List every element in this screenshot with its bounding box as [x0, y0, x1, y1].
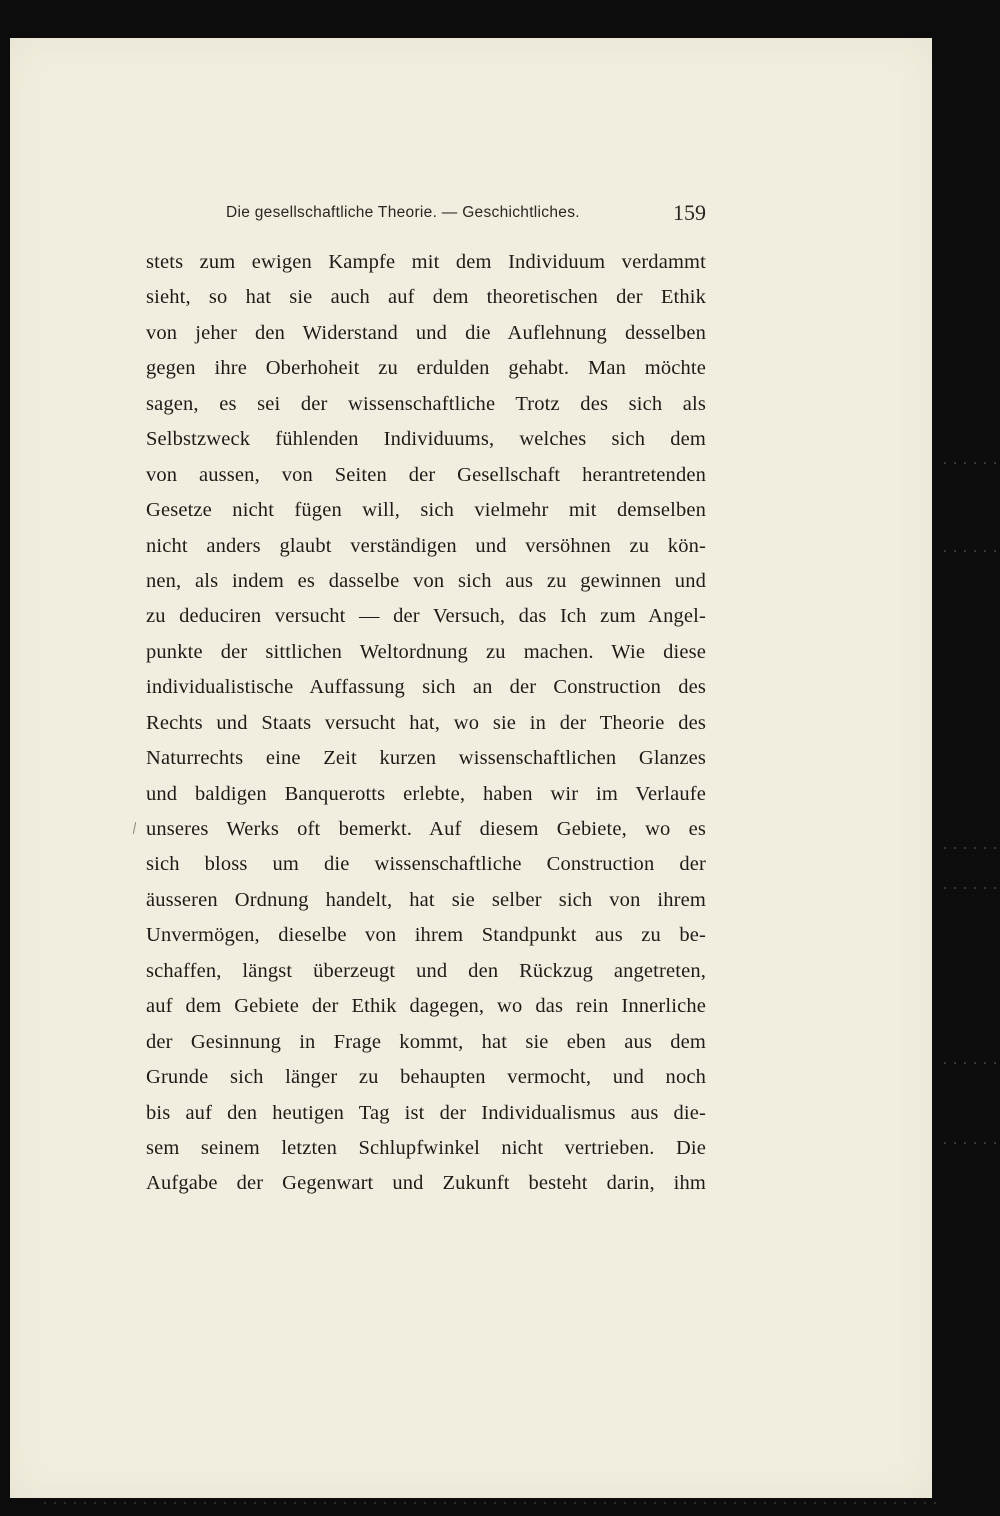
page-number: 159: [673, 200, 706, 225]
text-line: von aussen, von Seiten der Gesellschaft herantretenden: [146, 463, 706, 486]
text-line: stets zum ewigen Kampfe mit dem Individuum verdammt: [146, 251, 706, 273]
text-line: auf dem Gebiete der Ethik dagegen, wo das rein Innerliche: [146, 995, 706, 1018]
scan-edge-dots: [940, 845, 1000, 851]
scan-edge-dots: [40, 1500, 940, 1506]
scan-edge-dots: [940, 1140, 1000, 1146]
text-line: äusseren Ordnung handelt, hat sie selber sich von ihrem: [146, 888, 706, 911]
text-line: sagen, es sei der wissenschaftliche Trotz des sich als: [146, 392, 706, 415]
text-line: Gesetze nicht fügen will, sich vielmehr mit demselben: [146, 499, 706, 522]
text-line: Grunde sich länger zu behaupten vermocht, und noch: [146, 1066, 706, 1089]
text-line: punkte der sittlichen Weltordnung zu machen. Wie diese: [146, 640, 706, 663]
text-line: sieht, so hat sie auch auf dem theoretischen der Ethik: [146, 286, 706, 309]
text-line: gegen ihre Oberhoheit zu erdulden gehabt. Man möchte: [146, 357, 706, 380]
body-text: [146, 245, 706, 1202]
running-head: Die gesellschaftliche Theorie. — Geschichtliches.: [226, 204, 580, 221]
text-line: Naturrechts eine Zeit kurzen wissenschaftlichen Glanzes: [146, 747, 706, 770]
text-line: bis auf den heutigen Tag ist der Individualismus aus die-: [146, 1101, 706, 1124]
scan-edge-dots: [940, 460, 1000, 466]
text-line: nicht anders glaubt verständigen und versöhnen zu kön-: [146, 534, 706, 557]
text-line: der Gesinnung in Frage kommt, hat sie eben aus dem: [146, 1030, 706, 1053]
text-line: und baldigen Banquerotts erlebte, haben wir im Verlaufe: [146, 782, 706, 805]
scan-edge-dots: [940, 1060, 1000, 1066]
scan-edge-dots: [940, 885, 1000, 891]
text-line: von jeher den Widerstand und die Auflehnung desselben: [146, 321, 706, 344]
text-line: sem seinem letzten Schlupfwinkel nicht vertrieben. Die: [146, 1136, 706, 1159]
text-line: zu deduciren versucht — der Versuch, das Ich zum Angel-: [146, 605, 706, 628]
text-line: nen, als indem es dasselbe von sich aus zu gewinnen und: [146, 569, 706, 592]
text-line: sich bloss um die wissenschaftliche Construction der: [146, 853, 706, 876]
text-line: schaffen, längst überzeugt und den Rückzug angetreten,: [146, 959, 706, 982]
page-header: [226, 200, 706, 230]
text-line: individualistische Auffassung sich an der Construction des: [146, 676, 706, 699]
text-line: unseres Werks oft bemerkt. Auf diesem Gebiete, wo es: [146, 818, 706, 840]
scan-edge-dots: [940, 548, 1000, 554]
text-line: Selbstzweck fühlenden Individuums, welches sich dem: [146, 428, 706, 451]
text-line: Rechts und Staats versucht hat, wo sie in der Theorie des: [146, 711, 706, 734]
text-line: Unvermögen, dieselbe von ihrem Standpunkt aus zu be-: [146, 924, 706, 947]
text-line: Aufgabe der Gegenwart und Zukunft besteht darin, ihm: [146, 1172, 706, 1195]
